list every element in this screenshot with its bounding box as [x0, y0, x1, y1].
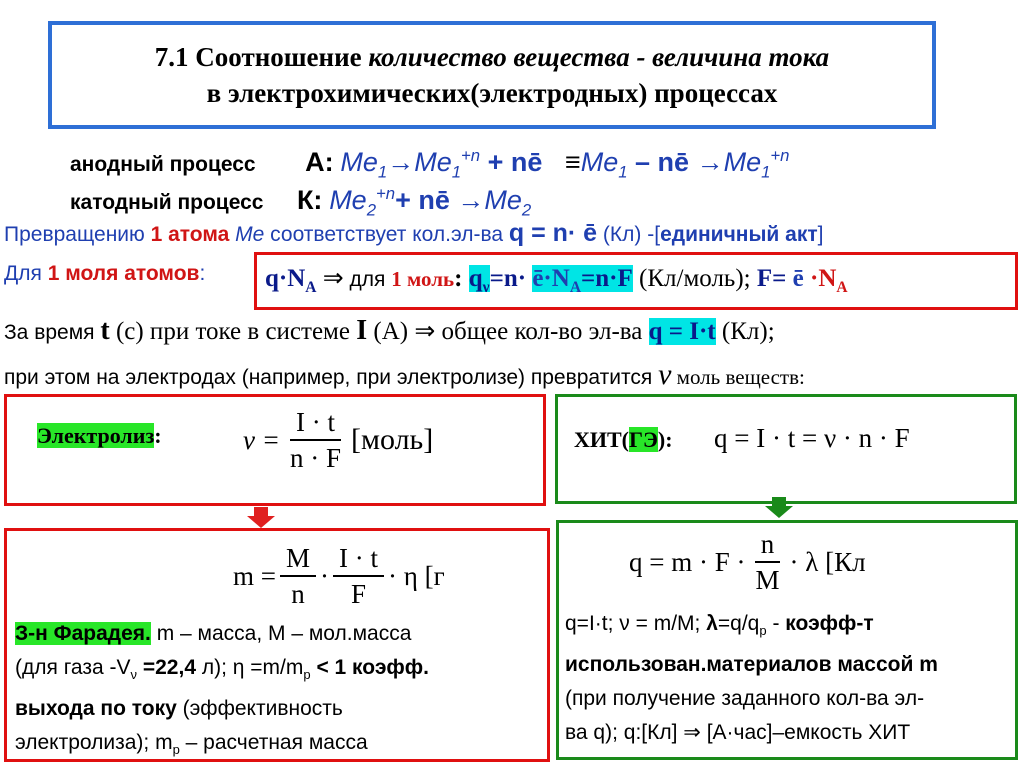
electrolysis-formula: ν = $\frac{I \cdot t}{n \cdot F}$ [моль] [243, 407, 434, 473]
electrolysis-label: Электролиз: [37, 423, 162, 448]
title-line-1: 7.1 Соотношение количество вещества - величина тока [154, 42, 830, 72]
anodic-letter: А: [305, 147, 334, 177]
capacity-box [556, 520, 1018, 760]
faraday-text: З-н Фарадея. m – масса, M – мол.масса (для газа $-V_\nu =22,4$ л); $\eta =m/m_p < 1$ коэфф. выхода по току (эффективность электролиза); $m_p$ – расчетная масса [15, 622, 430, 758]
cathodic-equation: $Me_2^{+n}+$ nē $\to Me_2$ [329, 184, 532, 220]
anodic-label: анодный процесс [70, 153, 256, 176]
mole-formula-box: $q\cdot N_A$ ⇒ для 1 моль: $q_\nu=n\cdot$ $ē\cdot N_A=n\cdot F$ (Кл/моль); F= ē $\cdot N_A$ [254, 252, 1018, 310]
arrow-down-green [765, 497, 793, 518]
hit-formula: q = I · t = ν · n · F [714, 423, 910, 453]
capacity-text: q=I·t; ν = m/M; $\lambda=q/q_p$ - коэфф-т использован.материалов массой m (при получение заданного кол-ва эл- ва q); q:[Кл] ⇒ [A·час]–емкость ХИТ [565, 612, 938, 745]
time-line: За время t (с) при токе в системе I (А) ⇒ общее кол-во эл-ва q = I·t (Кл); [4, 315, 775, 346]
faraday-formula: m = $\frac{M}{n}$ · $\frac{I \cdot t}{F}$ · η [г [233, 543, 445, 609]
title-line-2: в электрохимических(электродных) процессах [206, 78, 778, 108]
title-box [48, 21, 936, 129]
hit-label: ХИТ(ГЭ): [574, 427, 673, 452]
electrolysis-box [4, 394, 546, 506]
mole-label: Для 1 моля атомов: [4, 262, 206, 285]
anodic-process [70, 146, 790, 182]
hit-box [555, 394, 1017, 504]
capacity-formula: q = m · F · $\frac{n}{M}$ · λ [Кл [629, 529, 866, 595]
anodic-equation: $Me_1\to Me_1^{+n}$ + nē $\equiv Me_1$ – nē $\to Me_1^{+n}$ [340, 146, 790, 182]
cathodic-process [70, 184, 531, 220]
faraday-box [4, 528, 550, 762]
nu-line: при этом на электродах (например, при электролизе) превратится ν моль веществ: [4, 358, 805, 391]
arrow-down-red [247, 507, 275, 528]
atom-line: Превращению 1 атома Me соответствует кол.эл-ва q = n· ē (Кл) -[единичный акт] [4, 219, 824, 247]
cathodic-label: катодный процесс [70, 191, 264, 214]
cathodic-letter: К: [296, 185, 323, 215]
